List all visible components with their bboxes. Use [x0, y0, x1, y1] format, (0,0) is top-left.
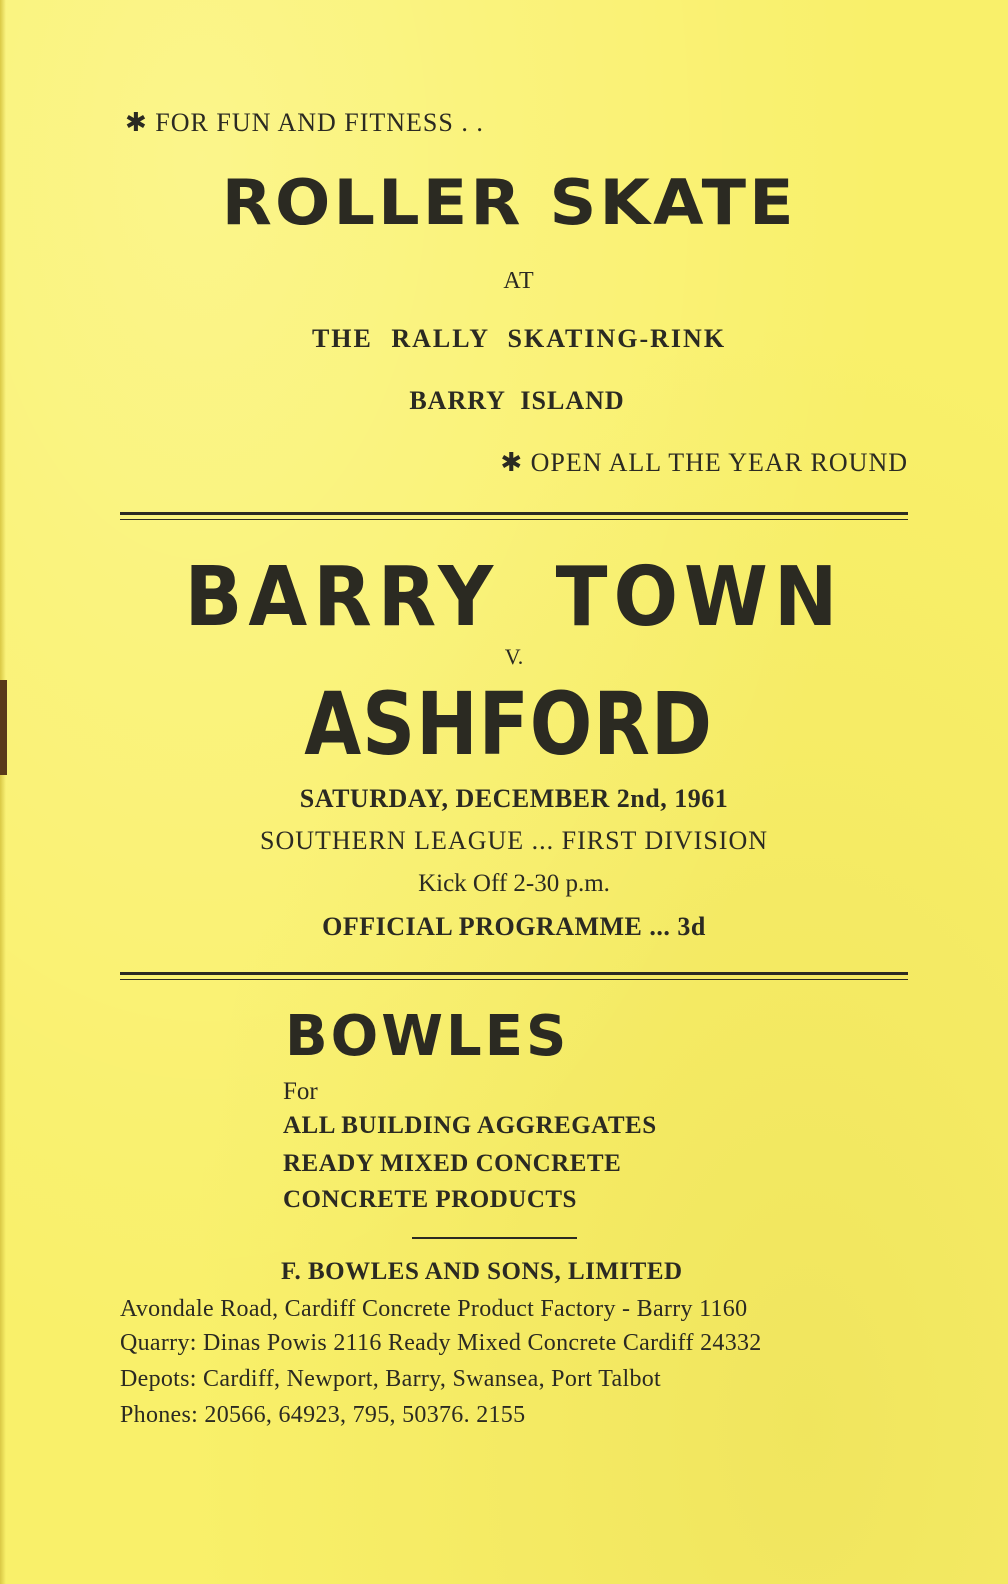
kick-off-time: Kick Off 2-30 p.m. — [418, 870, 610, 897]
roller-skate-tagline: ✱ FOR FUN AND FITNESS . . — [125, 108, 484, 137]
roller-skate-location: BARRY ISLAND — [409, 386, 625, 415]
bowles-headline: BOWLES — [285, 1004, 570, 1069]
away-team: ASHFORD — [304, 674, 713, 775]
bowles-company-name: F. BOWLES AND SONS, LIMITED — [281, 1258, 683, 1285]
bowles-for-label: For — [283, 1078, 318, 1105]
bowles-address-line: Phones: 20566, 64923, 795, 50376. 2155 — [120, 1402, 526, 1428]
match-competition: SOUTHERN LEAGUE ... FIRST DIVISION — [259, 826, 769, 855]
bowles-address-line: Quarry: Dinas Powis 2116 Ready Mixed Concrete Cardiff 24332 — [120, 1330, 762, 1356]
staple-mark — [0, 680, 7, 775]
bowles-product: READY MIXED CONCRETE — [283, 1150, 622, 1177]
roller-skate-at: AT — [503, 268, 535, 294]
versus-label: V. — [504, 644, 524, 669]
roller-skate-headline: ROLLER SKATE — [221, 166, 797, 239]
roller-skate-venue: THE RALLY SKATING-RINK — [311, 324, 727, 353]
bowles-address-line: Depots: Cardiff, Newport, Barry, Swansea, Port Talbot — [120, 1366, 662, 1392]
bowles-short-divider — [412, 1237, 577, 1239]
programme-price: OFFICIAL PROGRAMME ... 3d — [322, 912, 706, 941]
home-team: BARRY TOWN — [184, 548, 844, 645]
bowles-product: ALL BUILDING AGGREGATES — [283, 1112, 657, 1139]
section-divider-top — [120, 512, 908, 520]
match-date: SATURDAY, DECEMBER 2nd, 1961 — [299, 784, 729, 813]
bowles-product: CONCRETE PRODUCTS — [283, 1186, 577, 1213]
bowles-address-line: Avondale Road, Cardiff Concrete Product Factory - Barry 1160 — [120, 1296, 748, 1322]
roller-skate-hours: ✱ OPEN ALL THE YEAR ROUND — [500, 448, 908, 477]
section-divider-bottom — [120, 972, 908, 980]
